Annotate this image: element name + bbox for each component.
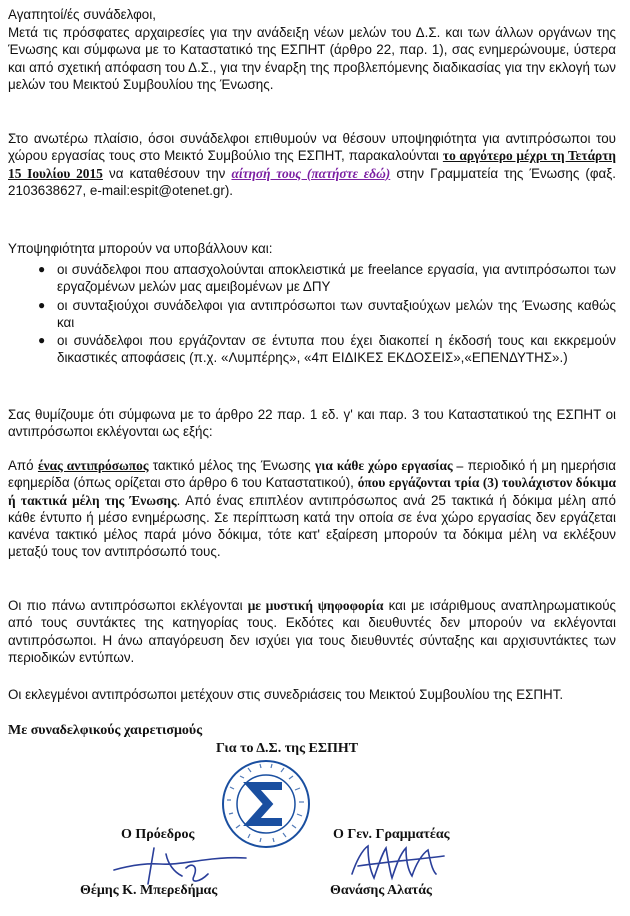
application-form-link[interactable]: αίτησή τους (πατήστε εδώ) [231, 165, 391, 181]
deadline-text: το αργότερο μέχρι τη Τετάρτη 15 Ιουλίου 2015 [8, 148, 616, 181]
rules-emphasis-3: όπου εργάζονται τρία (3) τουλάχιστον δόκιμα ή τακτικά μέλη της Ένωσης [8, 475, 616, 508]
board-signature-heading: Για το Δ.Σ. της ΕΣΠΗΤ [216, 741, 359, 756]
president-name: Θέμης Κ. Μπερεδήμας [80, 883, 218, 898]
secretary-signature [344, 836, 454, 888]
application-text-1: Στο ανωτέρω πλαίσιο, όσοι συνάδελφοι επιθυμούν να θέσουν υποψηφιότητα για αντιπρόσωποι του χώρου εργασίας τους στο Μεικτό Συμβούλιο της ΕΣΠΗΤ, παρακαλούνται [8, 131, 616, 164]
application-paragraph [8, 130, 616, 199]
rules-text-3: περιοδικό ή μη ημερήσια εφημερίδα (όπως ορίζεται στο άρθρο 6 του Καταστατικού), [8, 458, 617, 491]
secret-ballot-paragraph [8, 597, 616, 666]
rules-emphasis-1: ένας αντιπρόσωπος [37, 458, 149, 473]
list-item [8, 332, 616, 367]
eligibility-intro: Υποψηφιότητα μπορούν να υποβάλλουν και: [8, 241, 273, 256]
president-role: Ο Πρόεδρος [121, 827, 195, 842]
bullet-icon: ● [38, 333, 46, 348]
intro-paragraph: Μετά τις πρόσφατες αρχαιρεσίες για την ανάδειξη νέων μελών του Δ.Σ. και των άλλων οργάνων της Ένωσης και σύμφωνα με το Καταστατικό της ΕΣΠΗΤ (άρθρο 22, παρ. 1), σας ενημερώνουμε, ύστερα και από σχετική απόφαση του Δ.Σ., για την έναρξη της προβλεπόμενης διαδικασίας για την εκλογή των μελών του Μεικτού Συμβουλίου της Ένωσης. [8, 25, 616, 92]
ballot-emphasis: με μυστική ψηφοφορία [247, 598, 384, 613]
list-item-text: οι συνάδελφοι που απασχολούνται αποκλειστικά με freelance εργασία, για αντιπρόσωποι των εργαζομένων μελών μας αμειβομένων με ΔΠΥ [57, 262, 616, 295]
election-rules-paragraph [8, 457, 616, 561]
ballot-text-1: Οι πιο πάνω αντιπρόσωποι εκλέγονται [8, 598, 248, 613]
ballot-text-2: και με ισάριθμους αναπληρωματικούς από τους συντάκτες της κατηγορίας τους. Εκδότες και διευθυντές δεν μπορούν να εκλέγονται αντιπρόσωποι. Η άνω απαγόρευση δεν ισχύει για τους διευθυντές σύνταξης και αρχισυντάκτες των περιοδικών εντύπων. [8, 598, 616, 665]
rules-text-2: τακτικό μέλος της Ένωσης [148, 458, 315, 473]
list-item [8, 261, 616, 296]
bullet-icon: ● [38, 262, 46, 276]
list-item-text: οι συνταξιούχοι συνάδελφοι για αντιπρόσωποι των συνταξιούχων μελών της Ένωσης καθώς και [57, 297, 616, 330]
application-text-2: να καταθέσουν την [102, 165, 232, 181]
participation-paragraph: Οι εκλεγμένοι αντιπρόσωποι μετέχουν στις συνεδριάσεις του Μεικτού Συμβουλίου της ΕΣΠΗΤ. [8, 687, 564, 702]
greeting: Αγαπητοί/ές συνάδελφοι, [8, 7, 156, 22]
rules-emphasis-2: για κάθε χώρο εργασίας – [314, 458, 464, 473]
rules-text-4: . Από ένας επιπλέον αντιπρόσωπος ανά 25 τακτικά ή δόκιμα μέλη από κάθε έντυπο ή μέσο ενημέρωσης. Σε περίπτωση κατά την οποία σε ένα χώρο εργασίας δεν εργάζεται κανένα τακτικό μέλος παρά μόνο δόκιμα, τότε κατ' εξαίρεση μπορούν τα δόκιμα μέλη να εκλέξουν μεταξύ τους τον αντιπρόσωπό τους. [8, 492, 616, 560]
reminder-paragraph: Σας θυμίζουμε ότι σύμφωνα με το άρθρο 22 παρ. 1 εδ. γ' και παρ. 3 του Καταστατικού της ΕΣΠΗΤ οι αντιπρόσωποι εκλέγονται ως εξής: [8, 407, 616, 440]
list-item [8, 297, 616, 332]
secretary-name: Θανάσης Αλατάς [330, 883, 432, 898]
list-item-text: οι συνάδελφοι που εργάζονταν σε έντυπα που έχει διακοπεί η έκδοσή τους και εκκρεμούν δικαστικές αποφάσεις (π.χ. «Λυμπέρης», «4π ΕΙΔΙΚΕΣ ΕΚΔΟΣΕΙΣ»,«ΕΠΕΝΔΥΤΗΣ».) [57, 333, 616, 366]
secretary-role: Ο Γεν. Γραμματέας [333, 827, 450, 842]
rules-text-1: Από [8, 458, 38, 473]
closing-salutation: Με συναδελφικούς χαιρετισμούς [8, 723, 203, 738]
candidate-list [8, 261, 616, 367]
application-text-3: στην Γραμματεία της Ένωσης (φαξ. 2103638627, e-mail:espit@otenet.gr). [8, 165, 616, 198]
bullet-icon: ● [38, 297, 46, 312]
